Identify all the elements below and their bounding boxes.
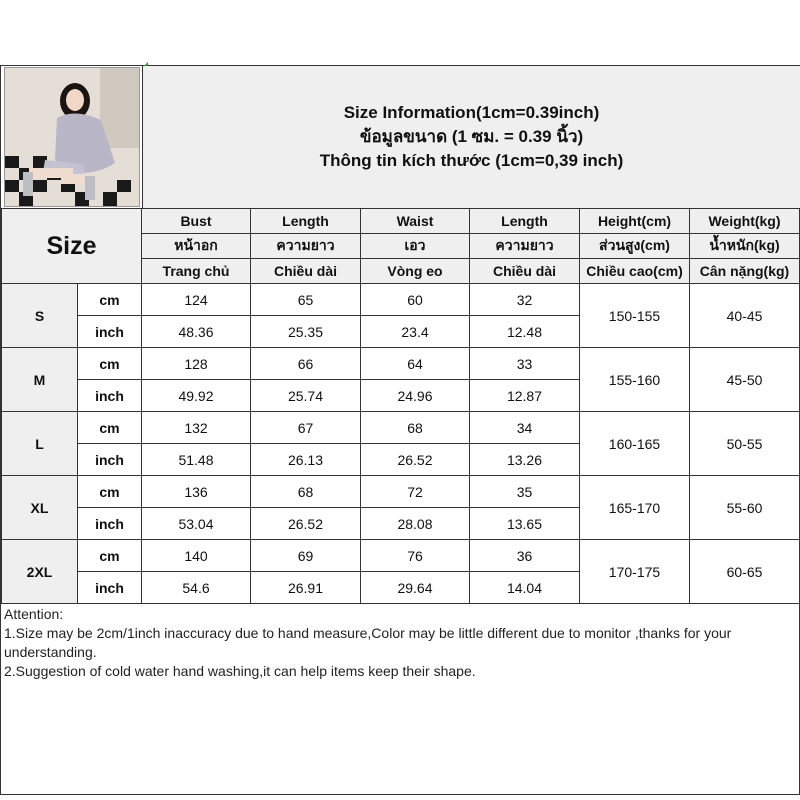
bust-cm: 128: [142, 348, 251, 380]
waist-cm: 60: [361, 284, 470, 316]
weight-range: 60-65: [690, 540, 800, 604]
height-range: 155-160: [580, 348, 690, 412]
col-header-en: Weight(kg): [690, 209, 800, 234]
bust-cm: 124: [142, 284, 251, 316]
weight-range: 50-55: [690, 412, 800, 476]
length2-inch: 13.65: [470, 508, 580, 540]
length2-cm: 34: [470, 412, 580, 444]
col-header-th: ความยาว: [470, 234, 580, 259]
height-range: 160-165: [580, 412, 690, 476]
size-label: S: [2, 284, 78, 348]
notes-line-2: 2.Suggestion of cold water hand washing,it can help items keep their shape.: [4, 663, 476, 679]
col-header-th: หน้าอก: [142, 234, 251, 259]
bust-inch: 54.6: [142, 572, 251, 604]
height-range: 165-170: [580, 476, 690, 540]
waist-cm: 72: [361, 476, 470, 508]
unit-label: inch: [78, 380, 142, 412]
bust-inch: 53.04: [142, 508, 251, 540]
waist-cm: 68: [361, 412, 470, 444]
length-cm: 69: [251, 540, 361, 572]
header-title-th: ข้อมูลขนาด (1 ซม. = 0.39 นิ้ว): [359, 127, 584, 146]
col-header-vi: Chiều dài: [251, 259, 361, 284]
unit-label: cm: [78, 476, 142, 508]
height-range: 170-175: [580, 540, 690, 604]
col-header-th: เอว: [361, 234, 470, 259]
table-row: [2, 540, 800, 572]
col-header-vi: Vòng eo: [361, 259, 470, 284]
col-header-en: Length: [470, 209, 580, 234]
table-row: [2, 284, 800, 316]
length-cm: 68: [251, 476, 361, 508]
weight-range: 55-60: [690, 476, 800, 540]
unit-label: cm: [78, 412, 142, 444]
weight-range: 40-45: [690, 284, 800, 348]
col-header-en: Bust: [142, 209, 251, 234]
waist-inch: 23.4: [361, 316, 470, 348]
length2-inch: 12.87: [470, 380, 580, 412]
col-header-en: Waist: [361, 209, 470, 234]
size-table: [1, 208, 800, 604]
length-inch: 26.52: [251, 508, 361, 540]
length2-cm: 33: [470, 348, 580, 380]
length2-cm: 35: [470, 476, 580, 508]
waist-cm: 76: [361, 540, 470, 572]
length2-cm: 36: [470, 540, 580, 572]
length-inch: 26.13: [251, 444, 361, 476]
notes-title: Attention:: [4, 606, 64, 622]
size-info-header: [142, 66, 800, 209]
bust-inch: 48.36: [142, 316, 251, 348]
header-title-vi: Thông tin kích thước (1cm=0,39 inch): [319, 151, 624, 170]
col-header-en: Height(cm): [580, 209, 690, 234]
col-header-vi: Cân nặng(kg): [690, 259, 800, 284]
product-photo: [4, 67, 140, 207]
size-label: L: [2, 412, 78, 476]
length-cm: 67: [251, 412, 361, 444]
table-row: [2, 476, 800, 508]
unit-label: inch: [78, 444, 142, 476]
height-range: 150-155: [580, 284, 690, 348]
unit-label: inch: [78, 572, 142, 604]
bust-inch: 51.48: [142, 444, 251, 476]
bust-cm: 132: [142, 412, 251, 444]
length-inch: 25.35: [251, 316, 361, 348]
length-cm: 66: [251, 348, 361, 380]
unit-label: cm: [78, 540, 142, 572]
weight-range: 45-50: [690, 348, 800, 412]
table-row: [2, 412, 800, 444]
length-inch: 25.74: [251, 380, 361, 412]
length2-inch: 13.26: [470, 444, 580, 476]
col-header-en: Length: [251, 209, 361, 234]
waist-inch: 24.96: [361, 380, 470, 412]
unit-label: inch: [78, 508, 142, 540]
col-header-th: น้ำหนัก(kg): [690, 234, 800, 259]
bust-inch: 49.92: [142, 380, 251, 412]
length2-inch: 14.04: [470, 572, 580, 604]
waist-cm: 64: [361, 348, 470, 380]
col-header-th: ความยาว: [251, 234, 361, 259]
length-inch: 26.91: [251, 572, 361, 604]
length2-cm: 32: [470, 284, 580, 316]
table-row: [2, 348, 800, 380]
size-heading: Size: [2, 209, 142, 284]
size-label: XL: [2, 476, 78, 540]
notes-line-1: 1.Size may be 2cm/1inch inaccuracy due to hand measure,Color may be little different due to monitor ,thanks for your understanding.: [4, 625, 732, 660]
unit-label: cm: [78, 348, 142, 380]
col-header-vi: Trang chủ: [142, 259, 251, 284]
length2-inch: 12.48: [470, 316, 580, 348]
length-cm: 65: [251, 284, 361, 316]
col-header-th: ส่วนสูง(cm): [580, 234, 690, 259]
bust-cm: 136: [142, 476, 251, 508]
header-title-en: Size Information(1cm=0.39inch): [343, 103, 600, 122]
col-header-vi: Chiều dài: [470, 259, 580, 284]
size-label: M: [2, 348, 78, 412]
waist-inch: 26.52: [361, 444, 470, 476]
unit-label: inch: [78, 316, 142, 348]
size-label: 2XL: [2, 540, 78, 604]
waist-inch: 29.64: [361, 572, 470, 604]
unit-label: cm: [78, 284, 142, 316]
bust-cm: 140: [142, 540, 251, 572]
col-header-vi: Chiều cao(cm): [580, 259, 690, 284]
waist-inch: 28.08: [361, 508, 470, 540]
attention-notes: [4, 605, 796, 681]
